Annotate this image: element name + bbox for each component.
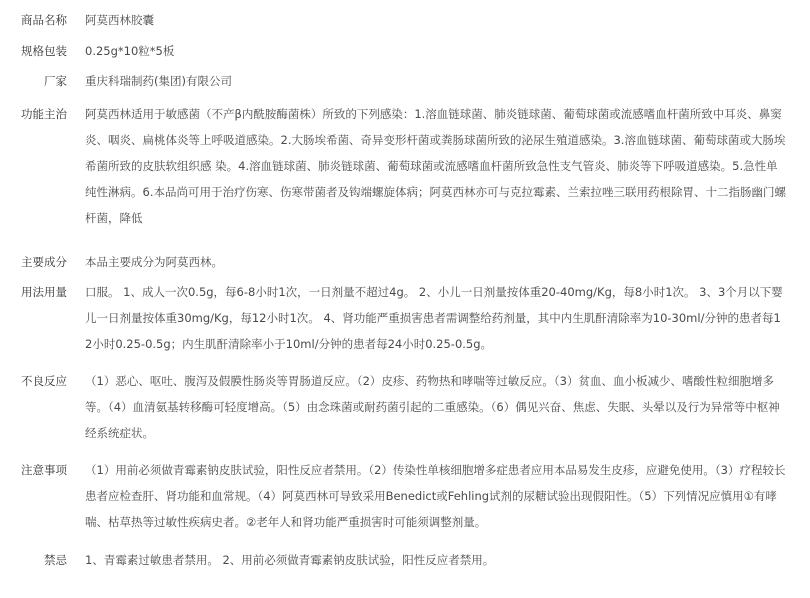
field-row-precautions bbox=[0, 457, 810, 535]
field-value: 1、青霉素过敏患者禁用。 2、用前必须做青霉素钠皮肤试验，阳性反应者禁用。 bbox=[85, 553, 495, 567]
field-value: 阿莫西林适用于敏感菌（不产β内酰胺酶菌株）所致的下列感染：1.溶血链球菌、肺炎链球菌、葡萄球菌或流感嗜血杆菌所致中耳炎、鼻窦炎、咽炎、扁桃体炎等上呼吸道感染。2.大肠埃希菌、奇异变形杆菌或粪肠球菌所致的泌尿生殖道感染。3.溶血链球菌、葡萄球菌或大肠埃希菌所致的皮肤软组织感 染。4.溶血链球菌、肺炎链球菌、葡萄球菌或流感嗜血杆菌所致急性支气管炎、肺炎等下呼吸道感染。5.急性单纯性淋病。6.本品尚可用于治疗伤寒、伤寒带菌者及钩端螺旋体病；阿莫西林亦可与克拉霉素、兰索拉唑三联用药根除胃、十二指肠幽门螺杆菌，降低 bbox=[85, 107, 786, 225]
field-label: 功能主治 bbox=[21, 107, 67, 121]
field-value: 口服。 1、成人一次0.5g，每6-8小时1次，一日剂量不超过4g。 2、小儿一日剂量按体重20-40mg/Kg，每8小时1次。 3、3个月以下婴儿一日剂量按体重30mg/Kg，每12小时1次。 4、肾功能严重损害患者需调整给药剂量，其中内生肌酐清除率为10-30ml/分钟的患者每12小时0.25-0.5g；内生肌酐清除率小于10ml/分钟的患者每24小时0.25-0.5g。 bbox=[85, 285, 783, 351]
field-value: 重庆科瑞制药(集团)有限公司 bbox=[85, 74, 232, 88]
field-value: 本品主要成分为阿莫西林。 bbox=[85, 255, 223, 269]
field-value: （1）恶心、呕吐、腹泻及假膜性肠炎等胃肠道反应。（2）皮疹、药物热和哮喘等过敏反应。（3）贫血、血小板减少、嗜酸性粒细胞增多等。（4）血清氨基转移酶可轻度增高。（5）由念珠菌或耐药菌引起的二重感染。（6）偶见兴奋、焦虑、失眠、头晕以及行为异常等中枢神经系统症状。 bbox=[85, 374, 780, 440]
field-label: 规格包装 bbox=[21, 44, 67, 58]
field-label: 主要成分 bbox=[21, 255, 67, 269]
field-row-adverse-reactions bbox=[0, 368, 810, 446]
field-row-manufacturer bbox=[0, 68, 810, 94]
field-row-ingredients bbox=[0, 249, 810, 275]
field-label: 禁忌 bbox=[44, 553, 67, 567]
field-row-product-name bbox=[0, 7, 810, 33]
field-label: 厂家 bbox=[44, 74, 67, 88]
field-value: 0.25g*10粒*5板 bbox=[85, 44, 175, 58]
field-value: 阿莫西林胶囊 bbox=[85, 13, 154, 27]
field-row-spec bbox=[0, 38, 810, 64]
field-value: （1）用前必须做青霉素钠皮肤试验，阳性反应者禁用。（2）传染性单核细胞增多症患者应用本品易发生皮疹，应避免使用。（3）疗程较长患者应检查肝、肾功能和血常规。（4）阿莫西林可导致采用Benedict或Fehling试剂的尿糖试验出现假阳性。（5）下列情况应慎用①有哮喘、枯草热等过敏性疾病史者。②老年人和肾功能严重损害时可能须调整剂量。 bbox=[85, 463, 786, 529]
field-row-contraindications bbox=[0, 547, 810, 573]
field-row-dosage bbox=[0, 279, 810, 357]
field-label: 不良反应 bbox=[21, 374, 67, 388]
field-label: 商品名称 bbox=[21, 13, 67, 27]
field-row-indications bbox=[0, 101, 810, 231]
field-label: 注意事项 bbox=[21, 463, 67, 477]
field-label: 用法用量 bbox=[21, 285, 67, 299]
